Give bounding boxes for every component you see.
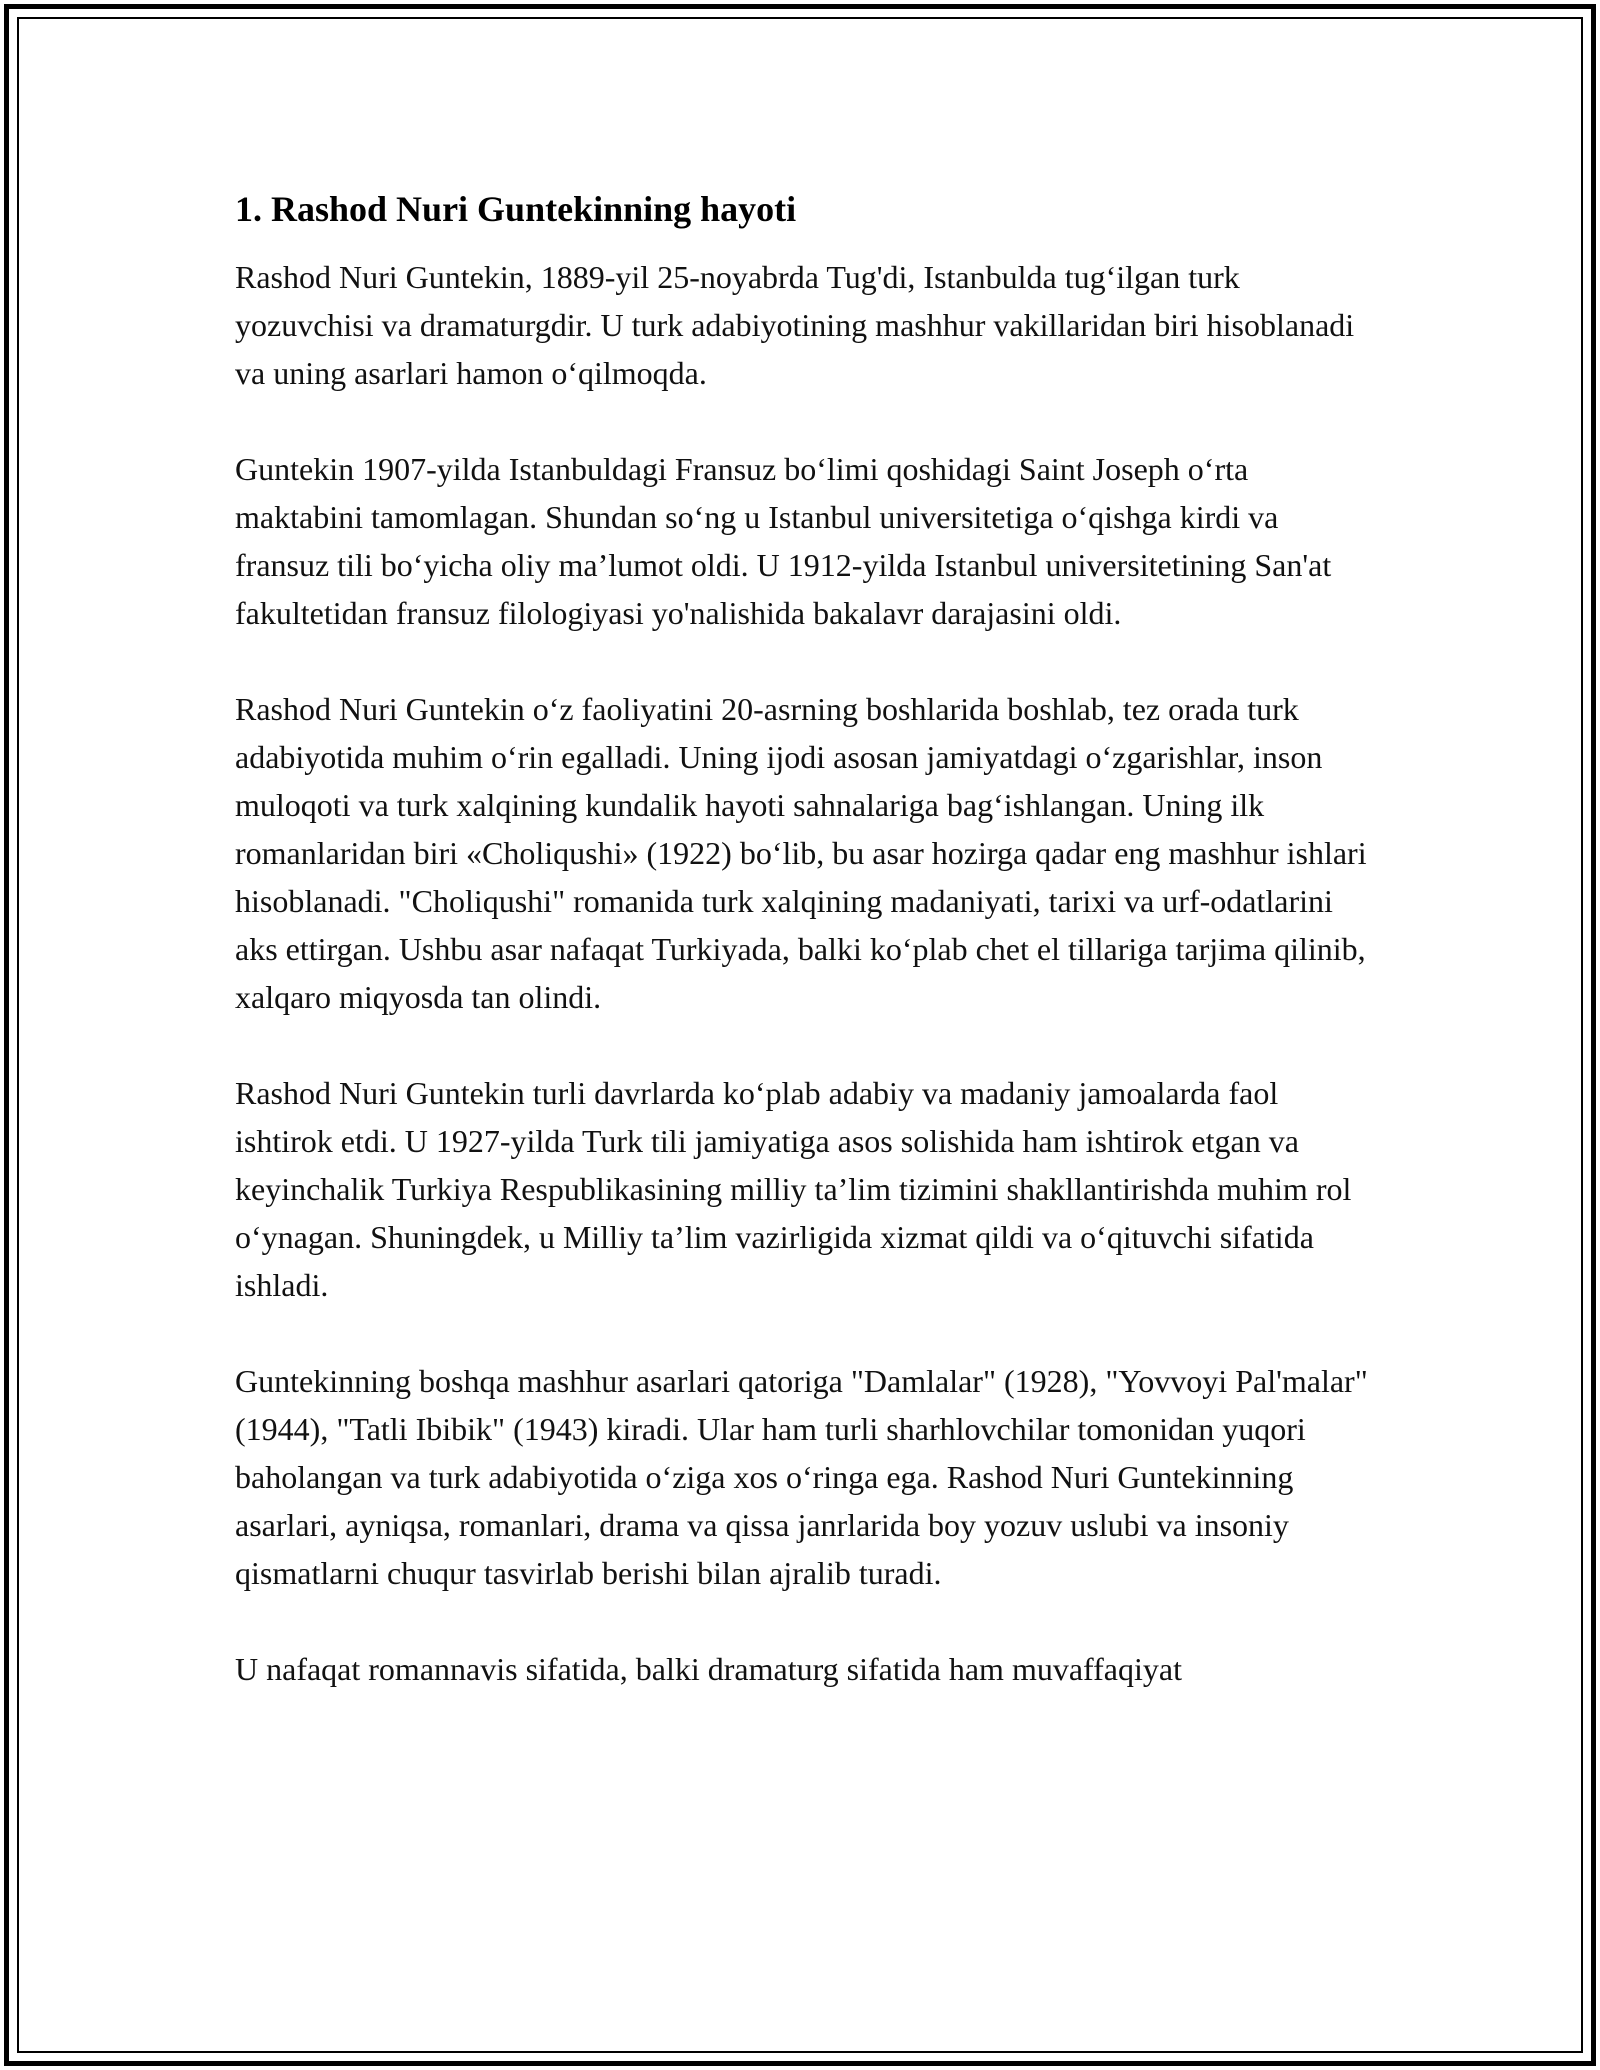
paragraph-4: Rashod Nuri Guntekin turli davrlarda ko‘plab adabiy va madaniy jamoalarda faol ishtirok etdi. U 1927-yilda Turk tili jamiyatiga asos solishida ham ishtirok etgan va keyinchalik Turkiya Respublikasining milliy ta’lim tizimini shakllantirishda muhim rol o‘ynagan. Shuningdek, u Milliy ta’lim vazirligida xizmat qildi va o‘qituvchi sifatida ishladi. [235, 1075, 1352, 1303]
paragraph-3: Rashod Nuri Guntekin o‘z faoliyatini 20-asrning boshlarida boshlab, tez orada turk adabiyotida muhim o‘rin egalladi. Uning ijodi asosan jamiyatdagi o‘zgarishlar, inson muloqoti va turk xalqining kundalik hayoti sahnalariga bag‘ishlangan. Uning ilk romanlaridan biri «Choliqushi» (1922) bo‘lib, bu asar hozirga qadar eng mashhur ishlari hisoblanadi. "Choliqushi" romanida turk xalqining madaniyati, tarixi va urf-odatlarini aks ettirgan. Ushbu asar nafaqat Turkiyada, balki ko‘plab chet el tillariga tarjima qilinib, xalqaro miqyosda tan olindi. [235, 691, 1367, 1015]
paragraph-5: Guntekinning boshqa mashhur asarlari qatoriga "Damlalar" (1928), "Yovvoyi Pal'malar" (1944), "Tatli Ibibik" (1943) kiradi. Ular ham turli sharhlovchilar tomonidan yuqori baholangan va turk adabiyotida o‘ziga xos o‘ringa ega. Rashod Nuri Guntekinning asarlari, ayniqsa, romanlari, drama va qissa janrlarida boy yozuv uslubi va insoniy qismatlarni chuqur tasvirlab berishi bilan ajralib turadi. [235, 1363, 1368, 1591]
section-heading: 1. Rashod Nuri Guntekinning hayoti [235, 189, 797, 229]
paragraph-1: Rashod Nuri Guntekin, 1889-yil 25-noyabrda Tug'di, Istanbulda tug‘ilgan turk yozuvchisi va dramaturgdir. U turk adabiyotining mashhur vakillaridan biri hisoblanadi va uning asarlari hamon o‘qilmoqda. [235, 259, 1355, 391]
paragraph-2: Guntekin 1907-yilda Istanbuldagi Fransuz bo‘limi qoshidagi Saint Joseph o‘rta maktabini tamomlagan. Shundan so‘ng u Istanbul universitetiga o‘qishga kirdi va fransuz tili bo‘yicha oliy ma’lumot oldi. U 1912-yilda Istanbul universitetining San'at fakultetidan fransuz filologiyasi yo'nalishida bakalavr darajasini oldi. [235, 451, 1332, 631]
paragraph-6: U nafaqat romannavis sifatida, balki dramaturg sifatida ham muvaffaqiyat [235, 1651, 1182, 1687]
document-body [235, 185, 1375, 1693]
